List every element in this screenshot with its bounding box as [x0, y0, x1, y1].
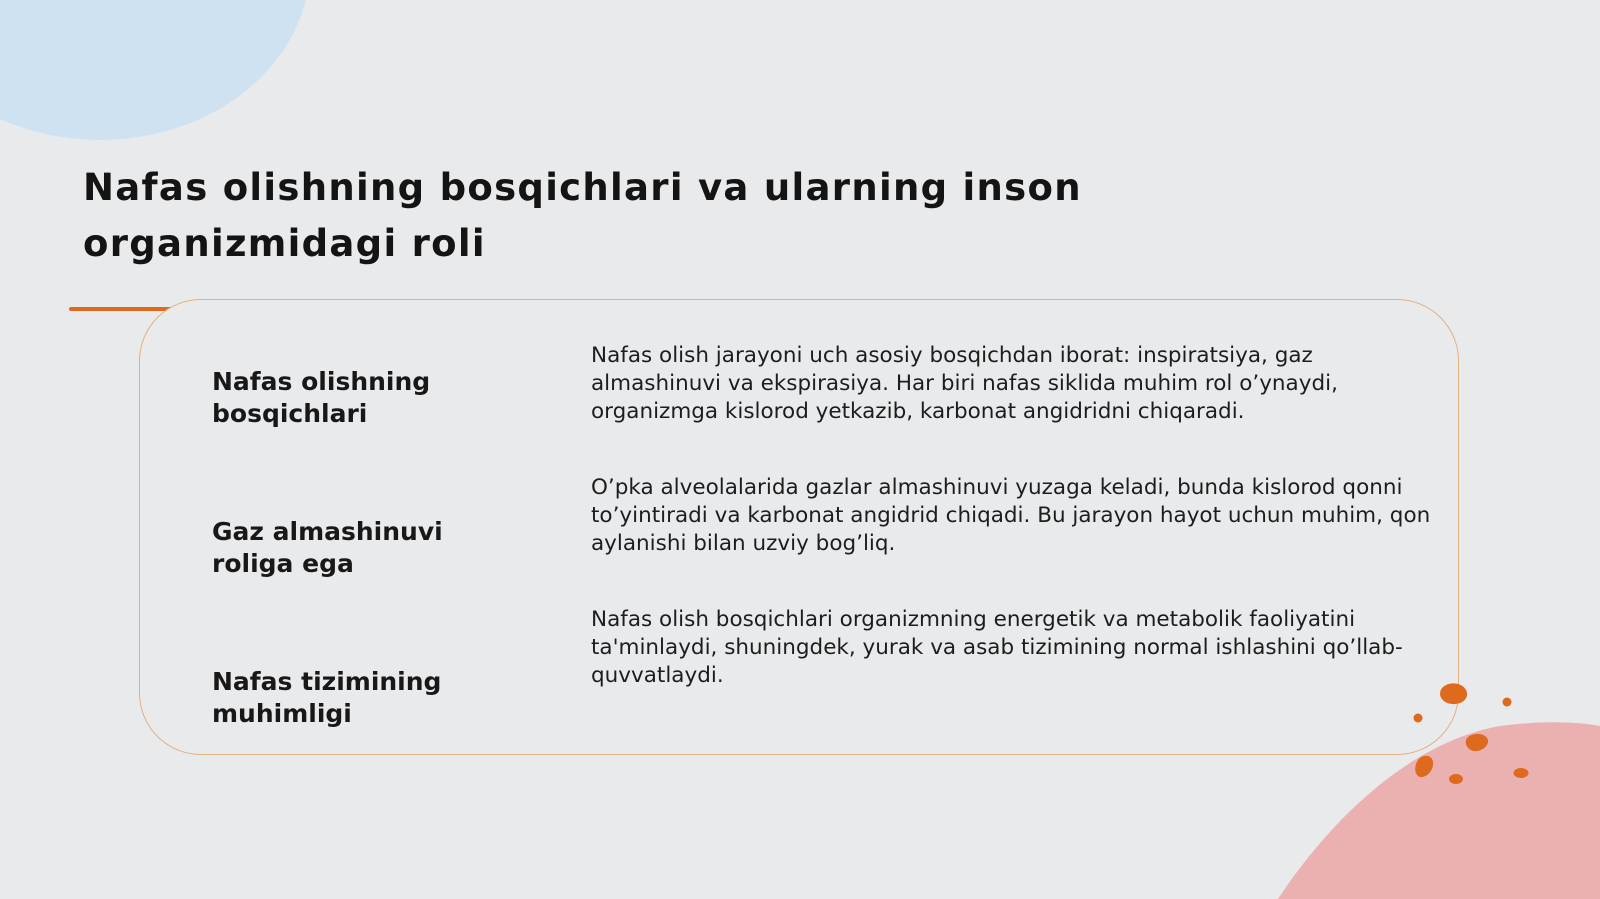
row-description-stages: Nafas olish jarayoni uch asosiy bosqichdan iborat: inspiratsiya, gaz almashinuvi va ekspirasiya. Har biri nafas siklida muhim rol o’ynaydi, organizmga kislorod yetkazib, karbonat angidridni chiqaradi. — [591, 343, 1338, 424]
row-description-gas-exchange: O’pka alveolalarida gazlar almashinuvi yuzaga keladi, bunda kislorod qonni to’yintiradi va karbonat angidrid chiqadi. Bu jarayon hayot uchun muhim, qon aylanishi bilan uzviy bog’liq. — [591, 475, 1431, 556]
row-label-stages: Nafas olishning bosqichlari — [212, 367, 431, 428]
row-label-importance: Nafas tizimining muhimligi — [212, 667, 442, 728]
row-label-gas-exchange: Gaz almashinuvi roliga ega — [212, 517, 443, 578]
row-description-importance: Nafas olish bosqichlari organizmning energetik va metabolik faoliyatini ta'minlaydi, shuningdek, yurak va asab tizimining normal ishlashini qo’llab-quvvatlaydi. — [591, 607, 1403, 688]
slide-title: Nafas olishning bosqichlari va ularning inson organizmidagi roli — [83, 166, 1082, 265]
